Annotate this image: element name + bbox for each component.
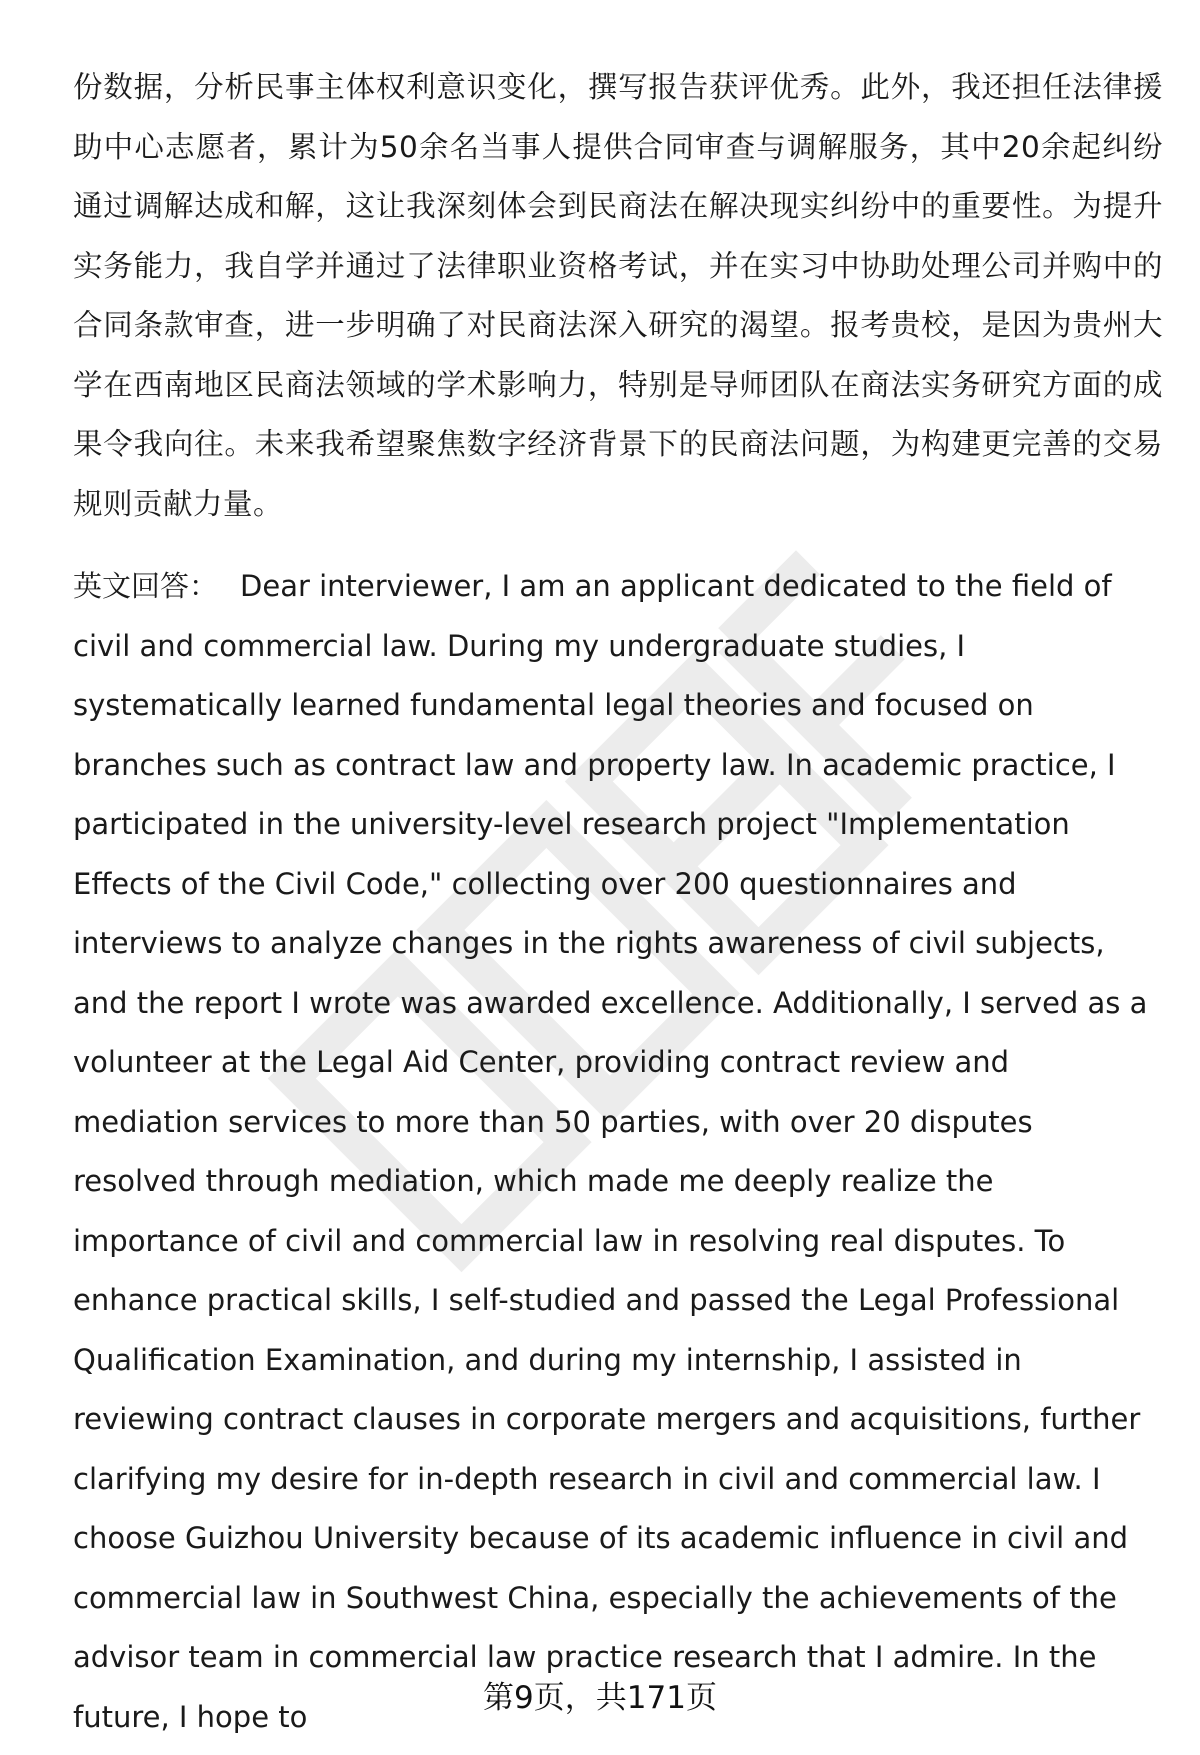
english-answer-paragraph (73, 557, 1163, 1747)
page-number-footer: 第9页，共171页 (483, 1680, 717, 1716)
english-answer-text: Dear interviewer, I am an applicant dedicated to the field of civil and commercial law. During my undergraduate studies, I systematically learned fundamental legal theories and focused on branches such as contract law and property law. In academic practice, I participated in the university-level research project "Implementation Effects of the Civil Code," collecting over 200 questionnaires and interviews to analyze changes in the rights awareness of civil subjects, and the report I wrote was awarded excellence. Additionally, I served as a volunteer at the Legal Aid Center, providing contract review and mediation services to more than 50 parties, with over 20 disputes resolved through mediation, which made me deeply realize the importance of civil and commercial law in resolving real disputes. To enhance practical skills, I self-studied and passed the Legal Professional Qualification Examination, and during my internship, I assisted in reviewing contract clauses in corporate mergers and acquisitions, further clarifying my desire for in-depth research in civil and commercial law. I choose Guizhou University because of its academic influence in civil and commercial law in Southwest China, especially the achievements of the advisor team in commercial law practice research that I admire. In the future, I hope to (73, 569, 1148, 1734)
chinese-answer-paragraph: 份数据，分析民事主体权利意识变化，撰写报告获评优秀。此外，我还担任法律援助中心志愿者，累计为50余名当事人提供合同审查与调解服务，其中20余起纠纷通过调解达成和解，这让我深刻体会到民商法在解决现实纠纷中的重要性。为提升实务能力，我自学并通过了法律职业资格考试，并在实习中协助处理公司并购中的合同条款审查，进一步明确了对民商法深入研究的渴望。报考贵校，是因为贵州大学在西南地区民商法领域的学术影响力，特别是导师团队在商法实务研究方面的成果令我向往。未来我希望聚焦数字经济背景下的民商法问题，为构建更完善的交易规则贡献力量。 (73, 70, 1163, 521)
document-body (73, 58, 1163, 1747)
english-answer-label: 英文回答： (73, 569, 219, 603)
